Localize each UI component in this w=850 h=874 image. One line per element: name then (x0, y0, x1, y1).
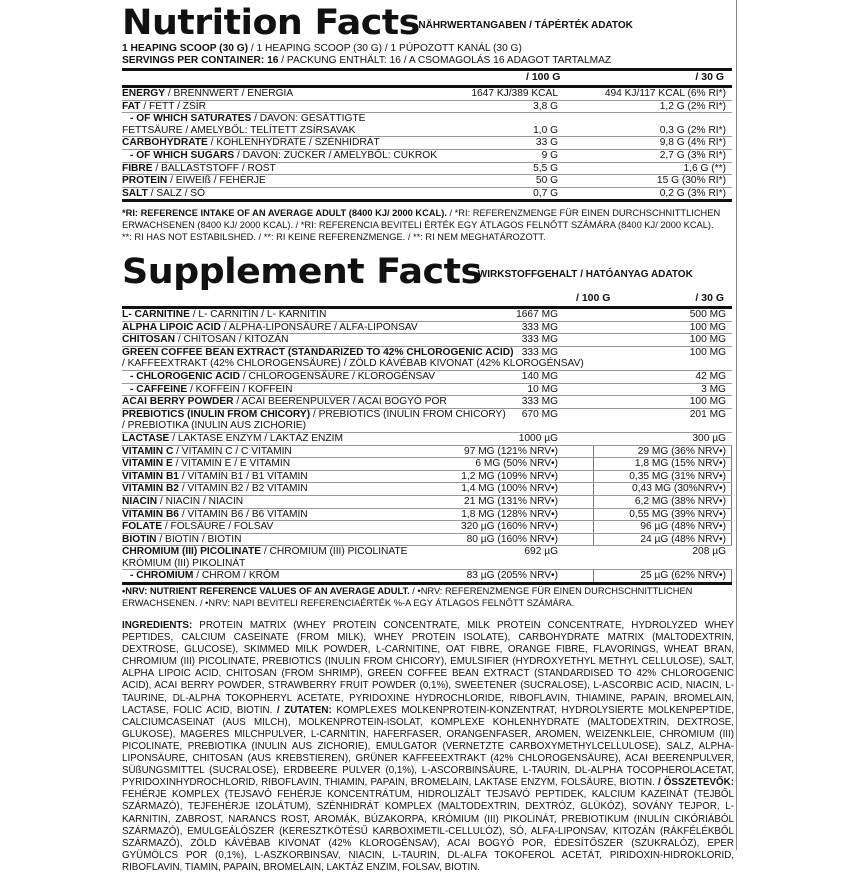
label-panel (112, 0, 736, 873)
value-per-30g: 100 MG (689, 396, 726, 408)
nutrition-title: Nutrition Facts (122, 3, 420, 43)
nutrition-subtitle: NÄHRWERTANGABEN / TÁPÉRTÉK ADATOK (418, 20, 633, 31)
row-label-rest: / BALLASTSTOFF / ROST (152, 162, 276, 174)
row-label-rest: / CHLOROGENSÄURE / KLOROGÉNSAV (239, 370, 436, 382)
row-label (122, 384, 292, 396)
value-per-30g: 3 MG (701, 383, 726, 395)
row-label (122, 483, 308, 495)
nutrition-column-header (122, 71, 732, 85)
table-row (122, 101, 732, 113)
value-per-100g: 670 MG (521, 408, 558, 420)
value-per-30g: 500 MG (689, 309, 726, 320)
column-rule (731, 471, 732, 483)
column-rule (593, 534, 594, 546)
row-label (122, 163, 276, 175)
value-per-30g: 15 G (30% RI*) (656, 175, 726, 187)
panel-edge-line (736, 0, 737, 850)
value-per-100g: 97 MG (121% NRV•) (464, 445, 558, 457)
nutrition-table (122, 68, 732, 202)
ri-footnote-2: **: RI HAS NOT ESTABILSHED. / **: RI KEINE REFERENZMENGE. / **: RI NEM MEGHATÁROZOTT. (122, 232, 546, 242)
row-label-bold: VITAMIN E (122, 458, 173, 470)
row-label-bold: FOLATE (122, 521, 162, 533)
column-rule (593, 483, 594, 495)
value-per-100g: 50 G (535, 175, 558, 187)
row-label (122, 175, 266, 187)
value-per-30g: 201 MG (689, 408, 726, 420)
supplement-table (122, 292, 732, 585)
row-label-rest: / VITAMIN B1 / B1 VITAMIN (178, 470, 308, 482)
value-per-100g: 80 µG (160% NRV•) (466, 533, 558, 545)
row-label-bold: L- CARNITINE (122, 309, 190, 320)
row-label-bold: - OF WHICH SUGARS (130, 149, 235, 161)
value-per-30g: 25 µG (62% NRV•) (640, 570, 726, 582)
value-per-100g: 6 MG (50% NRV•) (475, 458, 558, 470)
supplement-header (122, 253, 693, 291)
row-label (122, 496, 243, 508)
value-per-30g: 0,43 MG (30%NRV•) (632, 483, 726, 495)
ingredients-text (122, 620, 734, 874)
column-rule (731, 521, 732, 533)
row-label-rest: / CHROM / KRÓM (193, 570, 280, 582)
row-label-bold: PROTEIN (122, 175, 168, 187)
row-label-bold: ACAI BERRY POWDER (122, 396, 234, 408)
row-label (122, 534, 241, 546)
column-rule (593, 521, 594, 533)
row-label-rest: / EIWEIß / FEHÉRJE (167, 175, 266, 187)
row-label (122, 521, 273, 533)
value-per-30g: 42 MG (695, 370, 726, 382)
table-row (122, 347, 732, 359)
value-per-30g: 1,8 MG (15% NRV•) (634, 458, 726, 470)
value-per-100g: 1647 KJ/389 KCAL (471, 88, 558, 99)
ingredients-label-de: / ZUTATEN: (276, 704, 332, 716)
column-rule (593, 496, 594, 508)
table-row (122, 558, 732, 570)
row-label-bold: VITAMIN C (122, 445, 174, 457)
row-label-bold: FAT (122, 100, 141, 112)
serving-size-bold: 1 HEAPING SCOOP (30 G) (122, 43, 249, 54)
row-label (122, 471, 308, 483)
row-label (122, 420, 306, 432)
row-label-rest: KRÓMIUM (III) PIKOLINÁT (122, 557, 246, 569)
table-row (122, 163, 732, 175)
row-label-bold: VITAMIN B2 (122, 483, 179, 495)
column-rule (593, 471, 594, 483)
nrv-footnote-bold: •NRV: NUTRIENT REFERENCE VALUES OF AN AVERAGE ADULT. (122, 586, 410, 596)
row-label-rest: / ALPHA-LIPONSÄURE / ALFA-LIPONSAV (220, 321, 418, 333)
value-per-100g: 21 MG (131% NRV•) (464, 495, 558, 507)
row-label-rest: / NIACIN / NIACIN (157, 495, 244, 507)
value-per-100g: 333 MG (521, 396, 558, 408)
table-row (122, 420, 732, 432)
value-per-100g: 1,8 MG (128% NRV•) (461, 508, 558, 520)
value-per-30g: 2,7 G (3% RI*) (659, 149, 726, 161)
serving-size (122, 43, 522, 56)
table-row (122, 88, 732, 100)
row-label-rest: / ACAI BEERENPULVER / ACAI BOGYÓ POR (233, 396, 447, 408)
table-row (122, 521, 732, 533)
value-per-30g: 29 MG (36% NRV•) (637, 445, 726, 457)
table-row (122, 358, 732, 370)
row-label-bold: - CHROMIUM (130, 570, 194, 582)
column-rule (731, 496, 732, 508)
row-label-rest: / BRENNWERT / ENERGIA (165, 88, 294, 99)
nutrition-header (122, 4, 633, 42)
value-per-100g: 333 MG (521, 334, 558, 346)
row-label (122, 546, 407, 558)
row-label-rest: / KOHLENHYDRATE / SZÉNHIDRÁT (207, 137, 380, 149)
value-per-30g: 1,2 G (2% RI*) (659, 100, 726, 112)
value-per-30g: 100 MG (689, 346, 726, 358)
row-label-bold: PREBIOTICS (INULIN FROM CHICORY) (122, 408, 311, 420)
row-label-bold: FIBRE (122, 162, 153, 174)
row-label (122, 101, 206, 113)
servings-rest: / PACKUNG ENTHÄLT: 16 / A CSOMAGOLÁS 16 ADAGOT TARTALMAZ (278, 55, 612, 66)
value-per-30g: 0,55 MG (39% NRV•) (629, 508, 726, 520)
row-label (122, 371, 435, 383)
column-rule (593, 570, 594, 582)
ri-footnote-bold: *RI: REFERENCE INTAKE OF AN AVERAGE ADULT (8400 KJ/ 2000 KCAL). (122, 208, 447, 218)
row-label (122, 309, 326, 321)
value-per-30g: 1,6 G (**) (683, 162, 726, 174)
supplement-title: Supplement Facts (122, 252, 482, 292)
value-per-100g: 140 MG (521, 370, 558, 382)
row-label-rest: / PREBIOTICS (INULIN FROM CHICORY) (310, 408, 506, 420)
row-label-rest: / DAVON: GESÄTTIGTE (251, 113, 366, 125)
row-label-bold: ALPHA LIPOIC ACID (122, 321, 221, 333)
table-row (122, 150, 732, 162)
table-row (122, 446, 732, 458)
value-per-100g: 5,5 G (533, 162, 558, 174)
row-label-bold: VITAMIN B6 (122, 508, 179, 520)
row-label (122, 88, 293, 100)
value-per-100g: 10 MG (527, 383, 558, 395)
row-label-bold: SALT (122, 187, 148, 199)
table-row (122, 137, 732, 149)
ingredients-en: PROTEIN MATRIX (WHEY PROTEIN CONCENTRATE, MILK PROTEIN CONCENTRATE, HYDROLYZED WHEY PEPTIDES, CALCIUM CASEINATE (FROM MILK), WHEY PROTEIN ISOLATE), CARBOHYDRATE MATRIX (MALTODEXTRIN, DEXTROSE, GLUCOSE), SKIMMED MILK POWDER, L-CARNITINE, OAT FIBRE, ORANGE FIBRE, FLAVORINGS, WHEAT BRAN, CHROMIUM (III) PICOLINATE, PREBIOTICS (INULIN FROM CHICORY), EMULSIFIER (HYDROXYETHYL METHYL CELLULOSE), SALT, ALPHA LIPOIC ACID, CHITOSAN (FROM SHRIMP), GREEN COFFEE BEAN EXTRACT (STANDARDISED TO 42% CHLOROGENIC ACID), ACAI BERRY POWDER, STRAWBERRY FRUIT POWDER (0,1%), SWEETENER (SUCRALOSE), L-ASCORBIC ACID, NIACIN, L-TAURINE, DL-ALPHA TOKOPHERYL ACETATE, PYRIDOXINE HYDROCHLORIDE, RIBOFLAVIN, THIAMINE, PAPAIN, BROMELAIN, LACTASE, FOLIC ACID, BIOTIN. (122, 620, 734, 716)
row-label-rest: / VITAMIN E / E VITAMIN (172, 458, 291, 470)
row-label-bold: - CHLOROGENIC ACID (130, 370, 240, 382)
value-per-30g: 300 µG (692, 432, 726, 444)
serving-size-rest: / 1 HEAPING SCOOP (30 G) / 1 PÚPOZOTT KANÁL (30 G) (248, 43, 522, 54)
row-label-bold: BIOTIN (122, 533, 157, 545)
value-per-30g: 24 µG (48% NRV•) (640, 533, 726, 545)
row-label-rest: / FETT / ZSÍR (140, 100, 206, 112)
nutrition-col-100g: / 100 G (526, 71, 561, 83)
supplement-column-header (122, 292, 732, 306)
value-per-30g: 100 MG (689, 321, 726, 333)
value-per-100g: 1667 MG (516, 309, 558, 320)
table-row (122, 322, 732, 334)
table-row (122, 546, 732, 558)
row-label-bold: - CAFFEINE (130, 383, 188, 395)
table-row (122, 188, 732, 200)
value-per-100g: 333 MG (521, 321, 558, 333)
row-label-bold: - OF WHICH SATURATES (130, 113, 252, 125)
row-label-bold: NIACIN (122, 495, 158, 507)
row-label (122, 396, 447, 408)
table-row (122, 334, 732, 346)
value-per-30g: 0,2 G (3% RI*) (659, 187, 726, 199)
row-label (122, 188, 205, 200)
row-label-rest: / BIOTIN / BIOTIN (156, 533, 242, 545)
value-per-30g: 6,2 MG (38% NRV•) (634, 495, 726, 507)
table-row (122, 433, 732, 445)
column-rule (731, 446, 732, 458)
ingredients-label-hu: / ÖSSZETEVŐK: (657, 777, 734, 789)
value-per-100g: 1,4 MG (100% NRV•) (461, 483, 558, 495)
row-label-rest: / L- CARNITIN / L- KARNITIN (189, 309, 327, 320)
value-per-100g: 0,7 G (533, 187, 558, 199)
row-label-bold: ENERGY (122, 88, 166, 99)
value-per-100g: 692 µG (524, 546, 558, 558)
column-rule (731, 483, 732, 495)
value-per-30g: 9,8 G (4% RI*) (659, 137, 726, 149)
row-label-bold: CHITOSAN (122, 334, 176, 346)
row-label-bold: CARBOHYDRATE (122, 137, 208, 149)
ingredients-label: INGREDIENTS: (122, 620, 193, 631)
row-label-rest: FETTSÄURE / AMELYBŐL: TELÍTETT ZSÍRSAVAK (122, 124, 356, 136)
nrv-footnote (122, 585, 730, 609)
column-rule (593, 458, 594, 470)
servings-per-container (122, 55, 611, 68)
ingredients-hu: FEHÉRJE KOMPLEX (TEJSAVÓ FEHÉRJE KONCENTRÁTUM, HIDROLIZÁLT TEJSAVÓ PEPTIDEK, KALCIUM KAZEINÁT (TEJBŐL SZÁRMAZÓ), TEJFEHÉRJE IZOLÁTUM), SZÉNHIDRÁT KOMPLEX (MALTODEXTRIN, DEXTRÓZ, GLÜKÓZ), SOVÁNY TEJPOR, L-KARNITIN, ZABROST, NARANCS ROST, AROMÁK, BÚZAKORPA, KRÓMIUM (III) PIKOLINÁT, PREBIOTIKUM (INULIN CIKÓRIÁBÓL SZÁRMAZÓ), EMULGEÁLÓSZER (KERESZTKÖTÉSŰ KARBOXIMETIL-CELLULÓZ), SÓ, ALFA-LIPONSAV, KITOZÁN (RÁKFÉLÉKBŐL SZÁRMAZÓ), ZÖLD KÁVÉBAB KIVONAT (42% KLOROGÉNSAV), ACAI BOGYÓ POR, ÉDESÍTŐSZER (SZUKRALÓZ), EPER GYÜMÖLCS POR (0,1%), L-ASZKORBINSAV, NIACIN, L-TAURIN, DL-ALFA TOKOFEROL ACETÁT, PIRIDOXIN-HIDROKLORID, RIBOFLAVIN, TIAMIN, PAPAIN, BROMELAIN, LAKTÁZ ENZIM, FOLSAV, BIOTIN. (122, 789, 734, 873)
row-label (122, 509, 308, 521)
column-rule (731, 509, 732, 521)
table-row (122, 125, 732, 137)
nrv-footnote-rest: / •NRV: REFERENZMENGE FÜR EINEN DURCHSCHNITTLICHEN ERWACHSENEN. / •NRV: NAPI BEVITELI REFERENCIAÉRTÉK %-A EGY ÁTLAGOS FELNŐTT SZÁMÁRA. (122, 586, 693, 608)
value-per-30g: 494 KJ/117 KCAL (6% RI*) (604, 88, 726, 99)
column-rule (731, 534, 732, 546)
row-label (122, 558, 245, 570)
row-label-rest: / VITAMIN B6 / B6 VITAMIN (178, 508, 308, 520)
row-label (122, 458, 290, 470)
row-label (122, 150, 437, 162)
row-label-rest: / CHITOSAN / KITOZÁN (175, 334, 289, 346)
value-per-30g: 0,35 MG (31% NRV•) (629, 470, 726, 482)
table-row (122, 396, 732, 408)
divider (122, 199, 732, 202)
value-per-100g: 1000 µG (518, 432, 558, 444)
value-per-30g: 0,3 G (2% RI*) (659, 124, 726, 136)
table-row (122, 175, 732, 187)
table-row (122, 471, 732, 483)
row-label-bold: GREEN COFFEE BEAN EXTRACT (STANDARIZED TO 42% CHLOROGENIC ACID) (122, 346, 514, 358)
table-row (122, 409, 732, 421)
table-row (122, 458, 732, 470)
row-label-rest: / FOLSÄURE / FOLSAV (162, 521, 274, 533)
value-per-30g: 96 µG (48% NRV•) (640, 521, 726, 533)
row-label-rest: / DAVON: ZUCKER / AMELYBŐL: CUKROK (234, 149, 437, 161)
supplement-subtitle: WIRKSTOFFGEHALT / HATÓANYAG ADATOK (477, 269, 693, 280)
row-label-bold: VITAMIN B1 (122, 470, 179, 482)
row-label-rest: / LAKTASE ENZYM / LAKTÁZ ENZIM (169, 432, 343, 444)
table-row (122, 509, 732, 521)
row-label-rest: / PREBIOTIKA (INULIN AUS ZICHORIE) (122, 420, 306, 432)
column-rule (731, 458, 732, 470)
value-per-100g: 33 G (535, 137, 558, 149)
row-label (122, 570, 279, 582)
row-label (122, 322, 418, 334)
value-per-100g: 3,8 G (533, 100, 558, 112)
row-label-rest: / VITAMIN C / C VITAMIN (173, 445, 292, 457)
table-row (122, 534, 732, 546)
ri-footnote-rest: / *RI: REFERENZMENGE FÜR EINEN DURCHSCHNITTLICHEN ERWACHSENEN (8400 KJ/ 2000 KCAL). / *RI: REFERENCIA BEVITELI ÉRTÉK EGY ÁTLAGOS FELNŐTT SZÁMÁRA (8400 KJ/ 2000 KCAL). (122, 208, 721, 230)
value-per-30g: 100 MG (689, 334, 726, 346)
table-row (122, 483, 732, 495)
column-rule (593, 509, 594, 521)
row-label-rest: / VITAMIN B2 / B2 VITAMIN (178, 483, 308, 495)
row-label-rest: / CHROMIUM (III) PICOLINATE (261, 546, 408, 558)
nutrition-rows (122, 88, 732, 199)
value-per-100g: 1,2 MG (109% NRV•) (461, 470, 558, 482)
row-label-rest: / KAFFEEXTRAKT (42% CHLOROGENSÄURE) / ZÖLD KÁVÉBAB KIVONAT (42% KLOROGÉNSAV) (122, 358, 584, 370)
table-row (122, 371, 732, 383)
row-label (122, 125, 355, 137)
row-label-rest: / KOFFEIN / KOFFEIN (187, 383, 293, 395)
value-per-30g: 208 µG (692, 546, 726, 558)
column-rule (593, 446, 594, 458)
supplement-col-30g: / 30 G (695, 292, 724, 304)
value-per-100g: 320 µG (160% NRV•) (460, 521, 558, 533)
table-row (122, 309, 732, 321)
nutrition-col-30g: / 30 G (695, 71, 724, 83)
row-label-rest: / SALZ / SÓ (147, 187, 206, 199)
value-per-100g: 83 µG (205% NRV•) (466, 570, 558, 582)
row-label (122, 358, 584, 370)
ingredients-de: KOMPLEXES MOLKENPROTEIN-KONZENTRAT, HYDROLYSIERTE MOLKENPEPTIDE, CALCIUMCASEINAT (AUS MILCH), MOLKENPROTEIN-ISOLAT, KOMPLEXE KOHLENHYDRATE (MALTODEXTRIN, DEXTROSE, GLUKOSE), MAGERES MILCHPULVER, L-CARNITIN, HAFERFASER, ORANGENFASER, AROMEN, WEIZENKLEIE, CHROMIUM (III) PICOLINATE, PREBIOTIKA (INULIN AUS ZICHORIE), EMULGATOR (VERNETZTE CARBOXYMETHYLCELLULOSE), SALZ, ALPHA-LIPONSÄURE, CHITOSAN (AUS KREBSTIEREN), GRÜNER KAFFEEEXTRAKT (42% CHLOROGENSÄURE), ACAI BEERENPULVER, SÜßUNGSMITTEL (SUCRALOSE), ERDBEERE PULVER (0,1%), L-ASCORBINSÄURE, L-TAURIN, DL-ALPHA TOCOPHEROLACETAT, PYRIDOXINHYDROCHLORID, RIBOFLAVIN, THIAMIN, PAPAIN, BROMELAIN, LAKTASE ENZYM, FOLSÄURE, BIOTIN. (122, 704, 734, 789)
value-per-100g: 1,0 G (533, 124, 558, 136)
table-row (122, 496, 732, 508)
value-per-100g: 9 G (541, 149, 558, 161)
row-label (122, 347, 513, 359)
supplement-rows (122, 309, 732, 582)
nutrition-footnote (122, 207, 730, 243)
table-row (122, 570, 732, 582)
row-label (122, 433, 343, 445)
servings-bold: SERVINGS PER CONTAINER: 16 (122, 55, 279, 66)
column-rule (731, 570, 732, 582)
supplement-col-100g: / 100 G (576, 292, 611, 304)
row-label-bold: LACTASE (122, 432, 170, 444)
table-row (122, 113, 732, 125)
row-label-bold: CHROMIUM (III) PICOLINATE (122, 546, 262, 558)
row-label (122, 113, 365, 125)
row-label (122, 446, 292, 458)
row-label (122, 334, 288, 346)
row-label (122, 137, 380, 149)
value-per-100g: 333 MG (521, 346, 558, 358)
table-row (122, 384, 732, 396)
row-label (122, 409, 506, 421)
